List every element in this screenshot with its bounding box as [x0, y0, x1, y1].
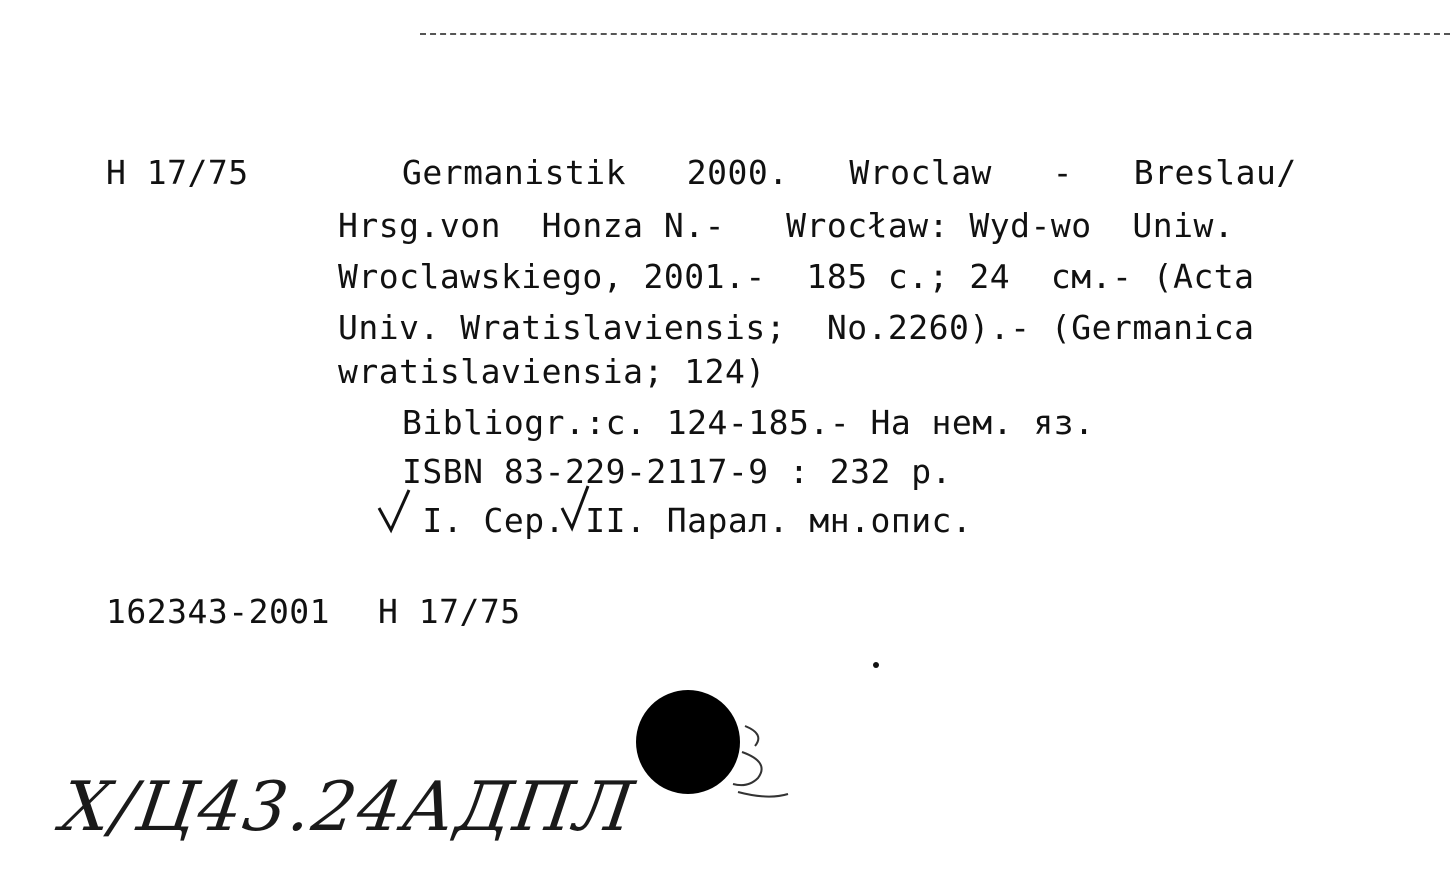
bibliography-note: Bibliogr.:c. 124-185.- На нем. яз. — [402, 403, 1095, 442]
punch-hole-icon — [630, 684, 810, 814]
tracing-line: I. Сер. II. Парал. мн.опис. — [402, 501, 973, 540]
entry-line-5: wratislaviensia; 124) — [338, 352, 766, 391]
handwritten-classification-code: Х/Ц43.24АДПЛ — [56, 768, 640, 847]
entry-line-4: Univ. Wratislaviensis; No.2260).- (Germanica — [338, 308, 1255, 347]
entry-line-2: Hrsg.von Honza N.- Wrocław: Wyd-wo Uniw. — [338, 206, 1235, 245]
checkmark-icon — [375, 486, 415, 536]
call-number: H 17/75 — [106, 153, 249, 192]
entry-line-1: Germanistik 2000. Wroclaw - Breslau/ — [402, 153, 1297, 192]
entry-line-3: Wroclawskiego, 2001.- 185 c.; 24 см.- (Acta — [338, 257, 1255, 296]
isbn-line: ISBN 83-229-2117-9 : 232 р. — [402, 452, 952, 491]
ink-dot — [873, 662, 879, 668]
top-rule — [420, 33, 1450, 35]
accession-call-number: H 17/75 — [378, 592, 521, 631]
checkmark-icon — [558, 484, 598, 534]
accession-number: 162343-2001 — [106, 592, 331, 631]
